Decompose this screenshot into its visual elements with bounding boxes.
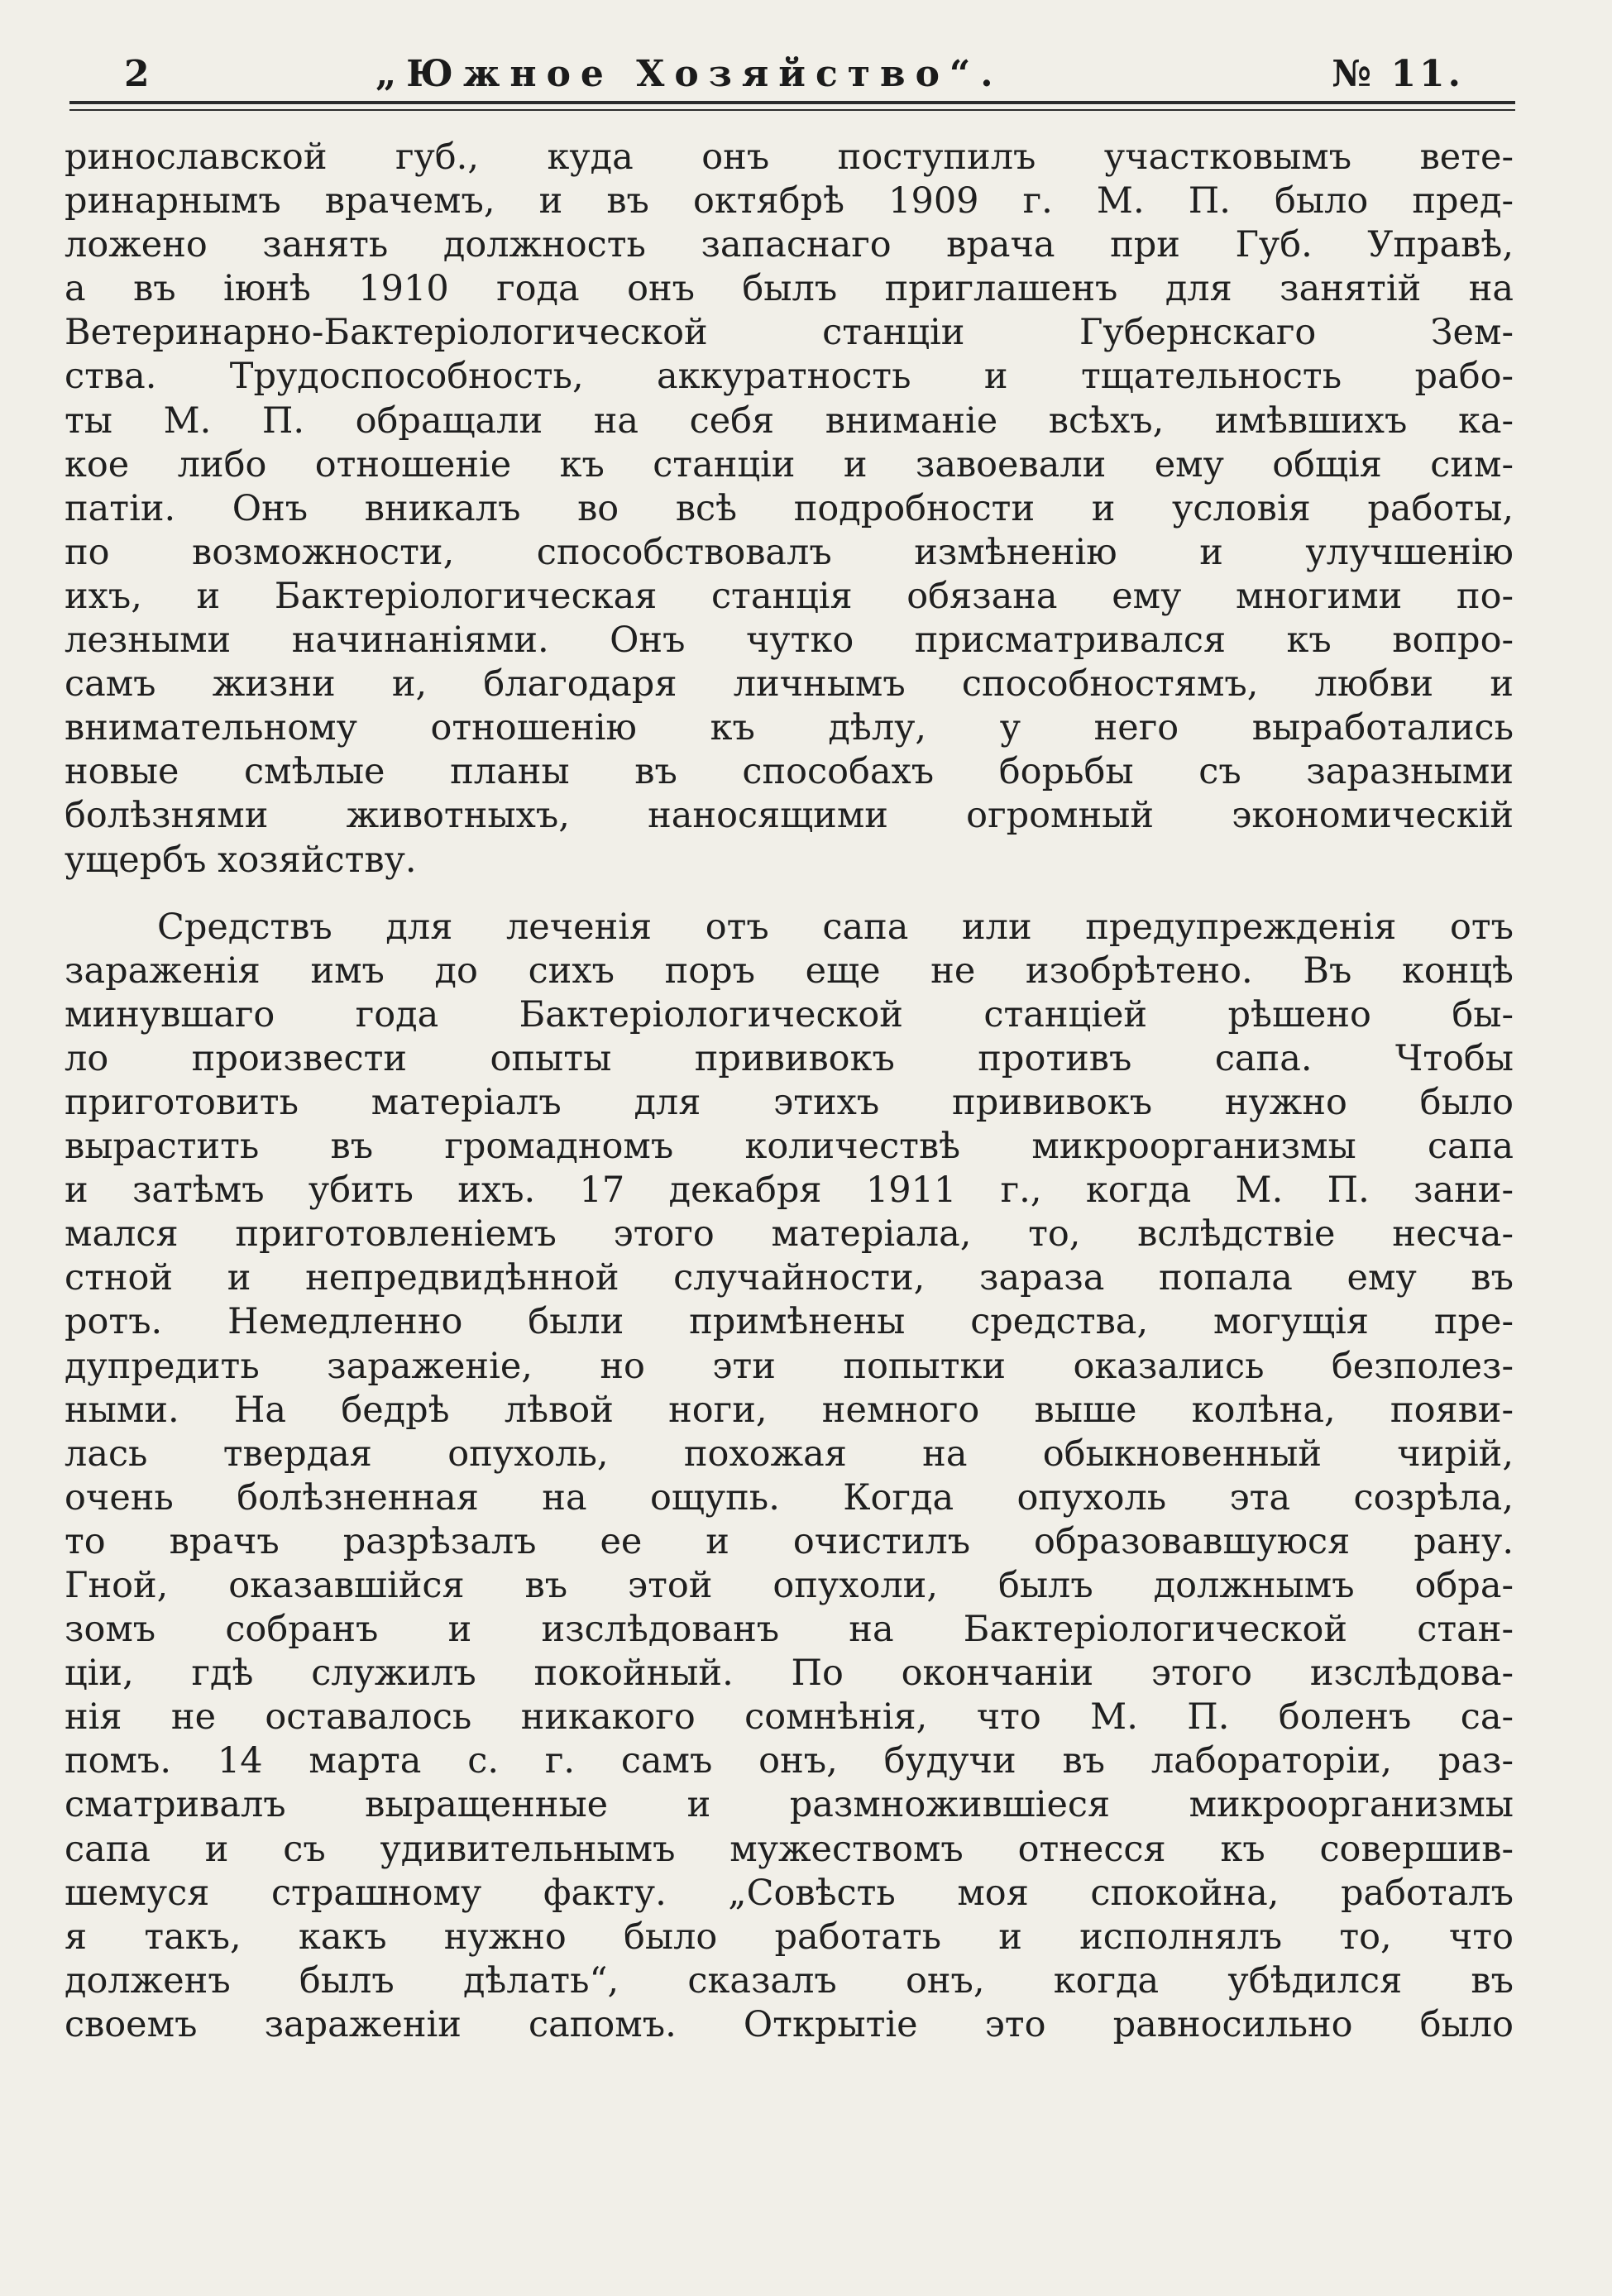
text-line: мался приготовленiемъ этого матерiала, то, вслѣдствiе несча- (65, 1213, 1514, 1256)
header-rule (69, 101, 1515, 104)
text-line: а въ iюнѣ 1910 года онъ былъ приглашенъ для занятiй на (65, 268, 1514, 310)
text-line: лезными начинанiями. Онъ чутко присматривался къ вопро- (65, 619, 1514, 662)
text-line: приготовить матерiалъ для этихъ прививокъ нужно было (65, 1081, 1514, 1123)
text-line: очень болѣзненная на ощупь. Когда опухоль эта созрѣла, (65, 1476, 1514, 1519)
text-line: патiи. Онъ вникалъ во всѣ подробности и условiя работы, (65, 487, 1514, 529)
text-line: ринарнымъ врачемъ, и въ октябрѣ 1909 г. М. П. было пред- (65, 180, 1514, 222)
text-line: Гной, оказавшiйся въ этой опухоли, былъ должнымъ обра- (65, 1565, 1514, 1606)
paragraph-gap (65, 883, 1514, 906)
text-line: Ветеринарно-Бактерiологической станцiи Губернскаго Зем- (65, 312, 1514, 354)
text-line: зараженiя имъ до сихъ поръ еще не изобрѣтено. Въ концѣ (65, 949, 1514, 992)
text-line: нiя не оставалось никакого сомнѣнiя, что М. П. боленъ са- (65, 1696, 1514, 1739)
header-rule-thin (69, 109, 1515, 111)
text-line: Средствъ для леченiя отъ сапа или предупрежденiя отъ (157, 906, 1514, 948)
text-line: ты М. П. обращали на себя вниманiе всѣхъ, имѣвшихъ ка- (65, 399, 1514, 442)
issue-number: № 11. (1332, 53, 1464, 95)
text-line: болѣзнями животныхъ, наносящими огромный экономическiй (65, 795, 1514, 837)
text-line: и затѣмъ убить ихъ. 17 декабря 1911 г., когда М. П. зани- (65, 1170, 1514, 1212)
text-line: ротъ. Немедленно были примѣнены средства, могущiя пре- (65, 1301, 1514, 1343)
text-line: кое либо отношенiе къ станцiи и завоевали ему общiя сим- (65, 443, 1514, 486)
text-line: ства. Трудоспособность, аккуратность и тщательность рабо- (65, 356, 1514, 398)
text-line: минувшаго года Бактерiологической станцiей рѣшено бы- (65, 993, 1514, 1036)
text-line: сапа и съ удивительнымъ мужествомъ отнесся къ совершив- (65, 1828, 1514, 1870)
text-line: сматривалъ выращенные и размножившiеся микроорганизмы (65, 1784, 1514, 1826)
text-line: внимательному отношенiю къ дѣлу, у него выработались (65, 707, 1514, 749)
page-number: 2 (124, 53, 150, 95)
text-line: ринославской губ., куда онъ поступилъ участковымъ вете- (65, 136, 1514, 178)
text-line: своемъ зараженiи сапомъ. Открытiе это равносильно было (65, 2003, 1514, 2045)
text-line: зомъ собранъ и изслѣдованъ на Бактерiологической стан- (65, 1609, 1514, 1651)
text-line: я такъ, какъ нужно было работать и исполнялъ то, что (65, 1916, 1514, 1958)
text-line: помъ. 14 марта с. г. самъ онъ, будучи въ лабораторiи, раз- (65, 1740, 1514, 1782)
text-line: долженъ былъ дѣлать“, сказалъ онъ, когда убѣдился въ (65, 1959, 1514, 2002)
text-line: самъ жизни и, благодаря личнымъ способностямъ, любви и (65, 663, 1514, 706)
text-line: шемуся страшному факту. „Совѣсть моя спокойна, работалъ (65, 1872, 1514, 1914)
text-line: стной и непредвидѣнной случайности, зараза попала ему въ (65, 1257, 1514, 1299)
text-line: ными. На бедрѣ лѣвой ноги, немного выше колѣна, появи- (65, 1389, 1514, 1431)
text-line: ихъ, и Бактерiологическая станцiя обязана ему многими по- (65, 575, 1514, 617)
text-line: ущербъ хозяйству. (65, 839, 417, 881)
article-body (65, 136, 1514, 2047)
journal-title: „Южное Хозяйство“. (375, 53, 1003, 95)
text-line: ложено занять должность запаснаго врача при Губ. Управѣ, (65, 224, 1514, 266)
text-line: то врачъ разрѣзалъ ее и очистилъ образовавшуюся рану. (65, 1520, 1514, 1562)
text-line: по возможности, способствовалъ измѣненiю и улучшенiю (65, 531, 1514, 573)
text-line: ло произвести опыты прививокъ противъ сапа. Чтобы (65, 1037, 1514, 1079)
page-header (69, 46, 1515, 104)
text-line: цiи, гдѣ служилъ покойный. По окончанiи этого изслѣдова- (65, 1653, 1514, 1695)
text-line: новые смѣлые планы въ способахъ борьбы съ заразными (65, 751, 1514, 793)
text-line: вырастить въ громадномъ количествѣ микроорганизмы сапа (65, 1126, 1514, 1168)
text-line: лась твердая опухоль, похожая на обыкновенный чирiй, (65, 1433, 1514, 1475)
text-line: дупредить зараженiе, но эти попытки оказались безполез- (65, 1345, 1514, 1387)
